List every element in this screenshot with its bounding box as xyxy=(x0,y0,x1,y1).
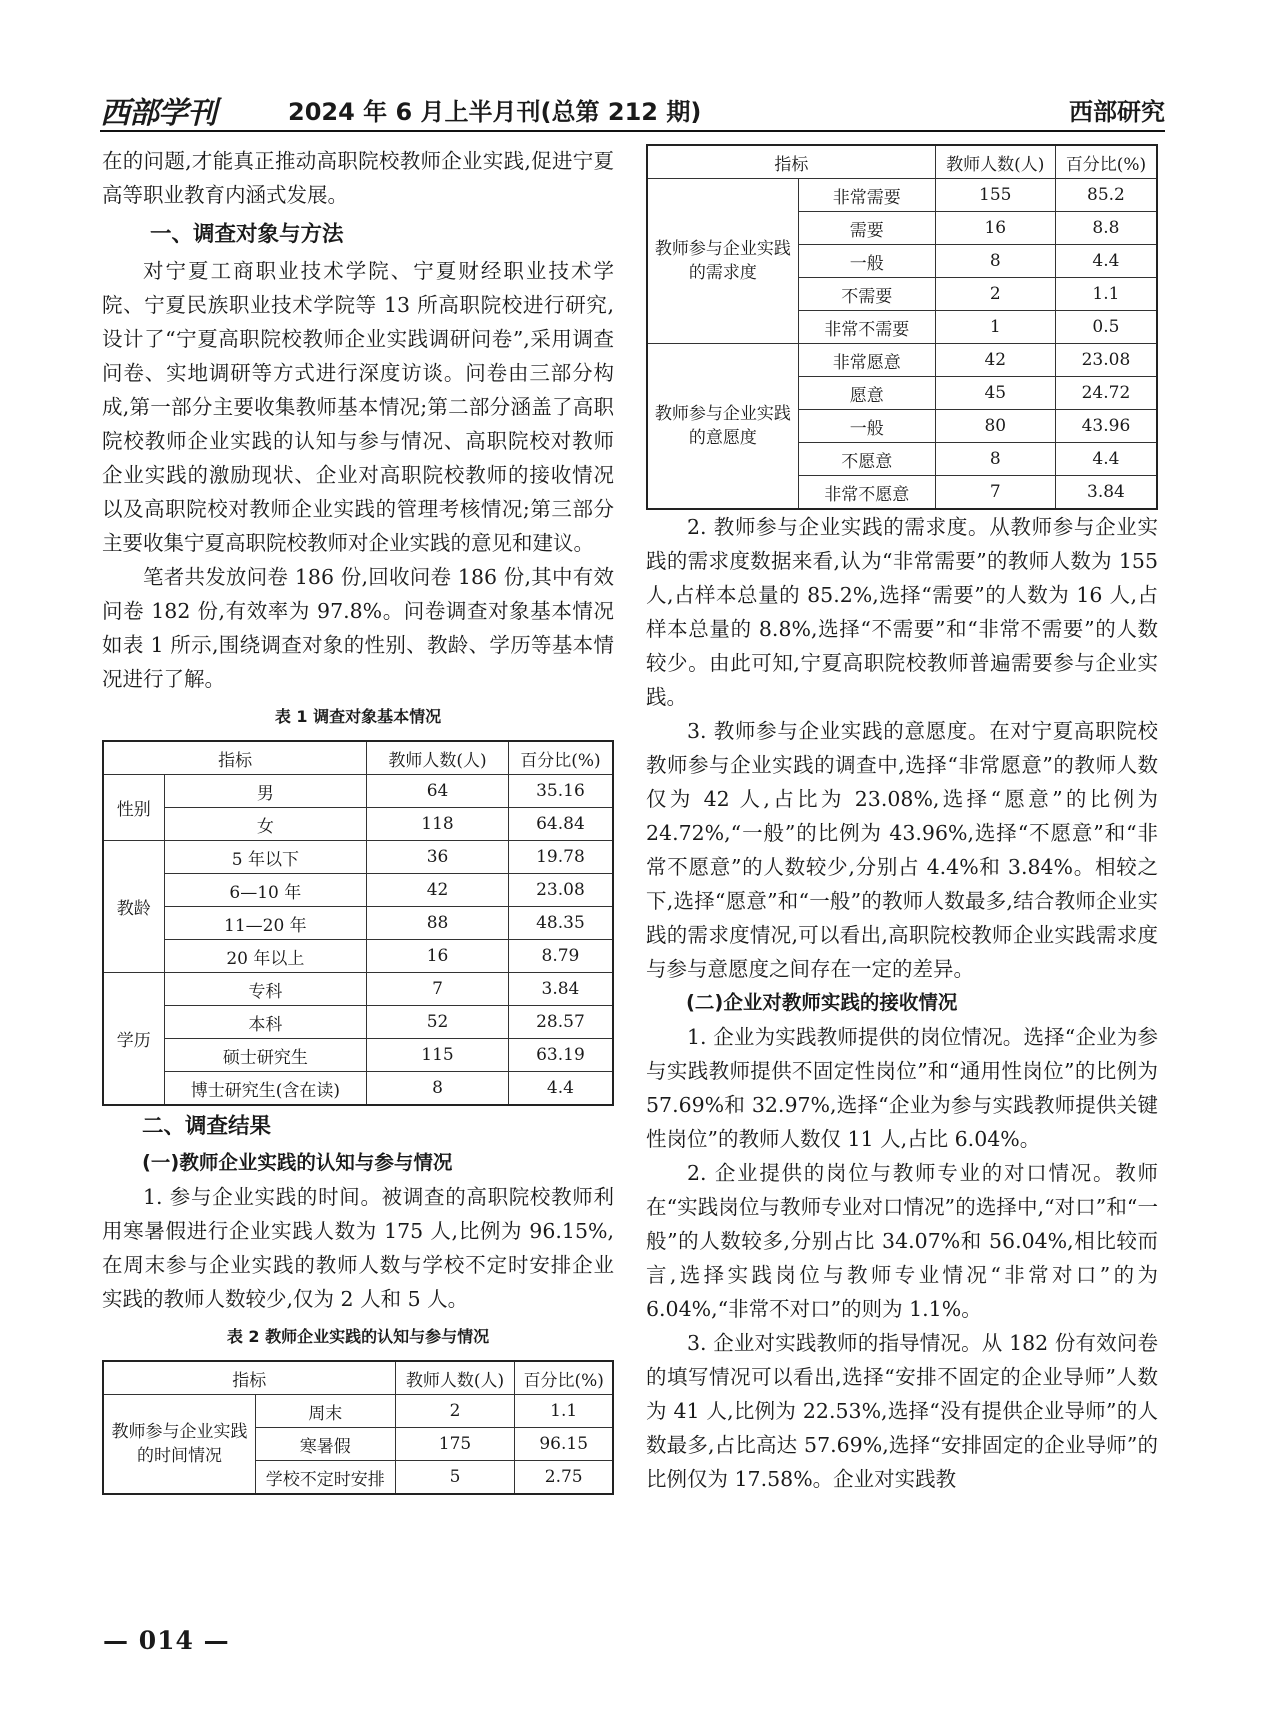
table-cell: 24.72 xyxy=(1055,377,1157,410)
table-cell: 48.35 xyxy=(508,907,613,940)
group-cell: 学历 xyxy=(103,973,164,1106)
table-cell: 155 xyxy=(935,179,1055,212)
table-cell: 16 xyxy=(935,212,1055,245)
table-row xyxy=(103,973,613,1006)
table-cell: 5 xyxy=(395,1461,515,1495)
table-cell: 不愿意 xyxy=(798,443,935,476)
table-cell: 2.75 xyxy=(515,1461,613,1495)
table-cell: 3.84 xyxy=(1055,476,1157,510)
section-heading: 二、调查结果 xyxy=(142,1114,272,1139)
table-cell: 35.16 xyxy=(508,775,613,808)
table-cell: 28.57 xyxy=(508,1006,613,1039)
table-cell: 85.2 xyxy=(1055,179,1157,212)
table-row xyxy=(103,1072,613,1106)
table-cell: 23.08 xyxy=(508,874,613,907)
table-cell: 一般 xyxy=(798,245,935,278)
table-cell: 45 xyxy=(935,377,1055,410)
header-cell: 教师人数(人) xyxy=(395,1361,515,1395)
journal-logo: 西部学刊 xyxy=(100,96,216,131)
table-cell: 2 xyxy=(935,278,1055,311)
right-column xyxy=(646,144,1158,1496)
table-row xyxy=(103,1395,613,1428)
table-cell: 23.08 xyxy=(1055,344,1157,377)
table-cell: 115 xyxy=(367,1039,509,1072)
table-cell: 88 xyxy=(367,907,509,940)
paragraph: 1. 企业为实践教师提供的岗位情况。选择“企业为参与实践教师提供不固定性岗位”和“通用性岗位”的比例为 57.69%和 32.97%,选择“企业为参与实践教师提供关键性岗位”的教师人数仅 11 人,占比 6.04%。 xyxy=(646,1025,1158,1151)
table-row xyxy=(103,841,613,874)
table-cell: 8 xyxy=(935,443,1055,476)
table-cell: 1 xyxy=(935,311,1055,344)
table-cell: 64 xyxy=(367,775,509,808)
group-cell: 教师参与企业实践的意愿度 xyxy=(647,344,798,510)
header-cell: 百分比(%) xyxy=(508,741,613,775)
table-cell: 16 xyxy=(367,940,509,973)
left-column xyxy=(102,144,614,1495)
page-number: — 014 — xyxy=(103,1626,230,1655)
table-cell: 36 xyxy=(367,841,509,874)
table-cell: 64.84 xyxy=(508,808,613,841)
table-cell: 专科 xyxy=(164,973,367,1006)
table-cell: 周末 xyxy=(256,1395,395,1428)
header-cell: 指标 xyxy=(103,741,367,775)
header-cell: 指标 xyxy=(103,1361,395,1395)
table-row xyxy=(647,179,1157,212)
issue-info: 2024 年 6 月上半月刊(总第 212 期) xyxy=(288,98,702,126)
table-cell: 42 xyxy=(935,344,1055,377)
table-header-row xyxy=(103,1361,613,1395)
table-cell: 4.4 xyxy=(1055,245,1157,278)
table-cell: 寒暑假 xyxy=(256,1428,395,1461)
table-row xyxy=(103,808,613,841)
table-cell: 7 xyxy=(935,476,1055,510)
table-cell: 8 xyxy=(935,245,1055,278)
paragraph: 笔者共发放问卷 186 份,回收问卷 186 份,其中有效问卷 182 份,有效率为 97.8%。问卷调查对象基本情况如表 1 所示,围绕调查对象的性别、教龄、学历等基本情况进行了解。 xyxy=(102,565,614,691)
table-cell: 4.4 xyxy=(508,1072,613,1106)
header-cell: 教师人数(人) xyxy=(367,741,509,775)
paragraph: 2. 教师参与企业实践的需求度。从教师参与企业实践的需求度数据来看,认为“非常需要”的教师人数为 155 人,占样本总量的 85.2%,选择“需要”的人数为 16 人,占样本总量的 8.8%,选择“不需要”和“非常不需要”的人数较少。由此可知,宁夏高职院校教师普遍需要参与企业实践。 xyxy=(646,515,1158,709)
table-cell: 1.1 xyxy=(515,1395,613,1428)
section-heading: 一、调查对象与方法 xyxy=(150,222,344,247)
table-row xyxy=(103,907,613,940)
table-cell: 19.78 xyxy=(508,841,613,874)
table-cell: 一般 xyxy=(798,410,935,443)
table-cell: 175 xyxy=(395,1428,515,1461)
table-cell: 20 年以上 xyxy=(164,940,367,973)
table-cell: 42 xyxy=(367,874,509,907)
group-cell: 性别 xyxy=(103,775,164,841)
header-cell: 指标 xyxy=(647,145,935,179)
table-cell: 2 xyxy=(395,1395,515,1428)
header-cell: 教师人数(人) xyxy=(935,145,1055,179)
table-cell: 6—10 年 xyxy=(164,874,367,907)
table-cell: 0.5 xyxy=(1055,311,1157,344)
table-row xyxy=(103,1006,613,1039)
table-cell: 8.79 xyxy=(508,940,613,973)
paragraph: 3. 企业对实践教师的指导情况。从 182 份有效问卷的填写情况可以看出,选择“安排不固定的企业导师”人数为 41 人,比例为 22.53%,选择“没有提供企业导师”的人数最多,占比高达 57.69%,选择“安排固定的企业导师”的比例仅为 17.58%。企业对实践教 xyxy=(646,1331,1158,1491)
table-cell: 118 xyxy=(367,808,509,841)
table-caption: 表 2 教师企业实践的认知与参与情况 xyxy=(226,1327,490,1346)
table-cell: 43.96 xyxy=(1055,410,1157,443)
subsection-heading: (二)企业对教师实践的接收情况 xyxy=(686,991,958,1014)
table-cell: 8 xyxy=(367,1072,509,1106)
table-cell: 非常需要 xyxy=(798,179,935,212)
table-row xyxy=(103,775,613,808)
table-cell: 博士研究生(含在读) xyxy=(164,1072,367,1106)
header-cell: 百分比(%) xyxy=(1055,145,1157,179)
table-header-row xyxy=(103,741,613,775)
paragraph: 2. 企业提供的岗位与教师专业的对口情况。教师在“实践岗位与教师专业对口情况”的选择中,“对口”和“一般”的人数较多,分别占比 34.07%和 56.04%,相比较而言,选择实践岗位与教师专业情况“非常对口”的为 6.04%,“非常不对口”的则为 1.1%。 xyxy=(646,1161,1158,1321)
table-cell: 3.84 xyxy=(508,973,613,1006)
table-cell: 非常愿意 xyxy=(798,344,935,377)
table-2-continued xyxy=(646,144,1158,510)
table-row xyxy=(103,940,613,973)
table-cell: 男 xyxy=(164,775,367,808)
table-cell: 5 年以下 xyxy=(164,841,367,874)
table-cell: 52 xyxy=(367,1006,509,1039)
table-cell: 学校不定时安排 xyxy=(256,1461,395,1495)
table-row xyxy=(103,1039,613,1072)
table-cell: 硕士研究生 xyxy=(164,1039,367,1072)
table-caption: 表 1 调查对象基本情况 xyxy=(274,707,442,726)
table-cell: 不需要 xyxy=(798,278,935,311)
table-cell: 非常不需要 xyxy=(798,311,935,344)
table-cell: 4.4 xyxy=(1055,443,1157,476)
section-name: 西部研究 xyxy=(1069,98,1165,126)
table-row xyxy=(103,874,613,907)
paragraph: 1. 参与企业实践的时间。被调查的高职院校教师利用寒暑假进行企业实践人数为 175 人,比例为 96.15%,在周末参与企业实践的教师人数与学校不定时安排企业实践的教师人数较少,仅为 2 人和 5 人。 xyxy=(102,1185,614,1311)
table-row xyxy=(647,344,1157,377)
table-cell: 1.1 xyxy=(1055,278,1157,311)
table-cell: 非常不愿意 xyxy=(798,476,935,510)
table-cell: 8.8 xyxy=(1055,212,1157,245)
subsection-heading: (一)教师企业实践的认知与参与情况 xyxy=(142,1151,453,1174)
table-cell: 11—20 年 xyxy=(164,907,367,940)
table-cell: 80 xyxy=(935,410,1055,443)
table-2 xyxy=(102,1360,614,1495)
table-cell: 63.19 xyxy=(508,1039,613,1072)
table-cell: 96.15 xyxy=(515,1428,613,1461)
table-cell: 7 xyxy=(367,973,509,1006)
table-cell: 女 xyxy=(164,808,367,841)
table-cell: 需要 xyxy=(798,212,935,245)
page-header xyxy=(100,84,1165,132)
table-cell: 愿意 xyxy=(798,377,935,410)
paragraph: 在的问题,才能真正推动高职院校教师企业实践,促进宁夏高等职业教育内涵式发展。 xyxy=(102,149,614,207)
table-cell: 本科 xyxy=(164,1006,367,1039)
header-cell: 百分比(%) xyxy=(515,1361,613,1395)
group-cell: 教师参与企业实践的时间情况 xyxy=(103,1395,256,1495)
group-cell: 教龄 xyxy=(103,841,164,973)
paragraph: 3. 教师参与企业实践的意愿度。在对宁夏高职院校教师参与企业实践的调查中,选择“非常愿意”的教师人数仅为 42 人,占比为 23.08%,选择“愿意”的比例为 24.72%,“一般”的比例为 43.96%,选择“不愿意”和“非常不愿意”的人数较少,分别占 4.4%和 3.84%。相较之下,选择“愿意”和“一般”的教师人数最多,结合教师企业实践的需求度情况,可以看出,高职院校教师企业实践需求度与参与意愿度之间存在一定的差异。 xyxy=(646,719,1158,981)
paragraph: 对宁夏工商职业技术学院、宁夏财经职业技术学院、宁夏民族职业技术学院等 13 所高职院校进行研究,设计了“宁夏高职院校教师企业实践调研问卷”,采用调查问卷、实地调研等方式进行深度访谈。问卷由三部分构成,第一部分主要收集教师基本情况;第二部分涵盖了高职院校教师企业实践的认知与参与情况、高职院校对教师企业实践的激励现状、企业对高职院校教师的接收情况以及高职院校对教师企业实践的管理考核情况;第三部分主要收集宁夏高职院校教师对企业实践的意见和建议。 xyxy=(102,259,614,555)
table-header-row xyxy=(647,145,1157,179)
table-1 xyxy=(102,740,614,1106)
group-cell: 教师参与企业实践的需求度 xyxy=(647,179,798,344)
